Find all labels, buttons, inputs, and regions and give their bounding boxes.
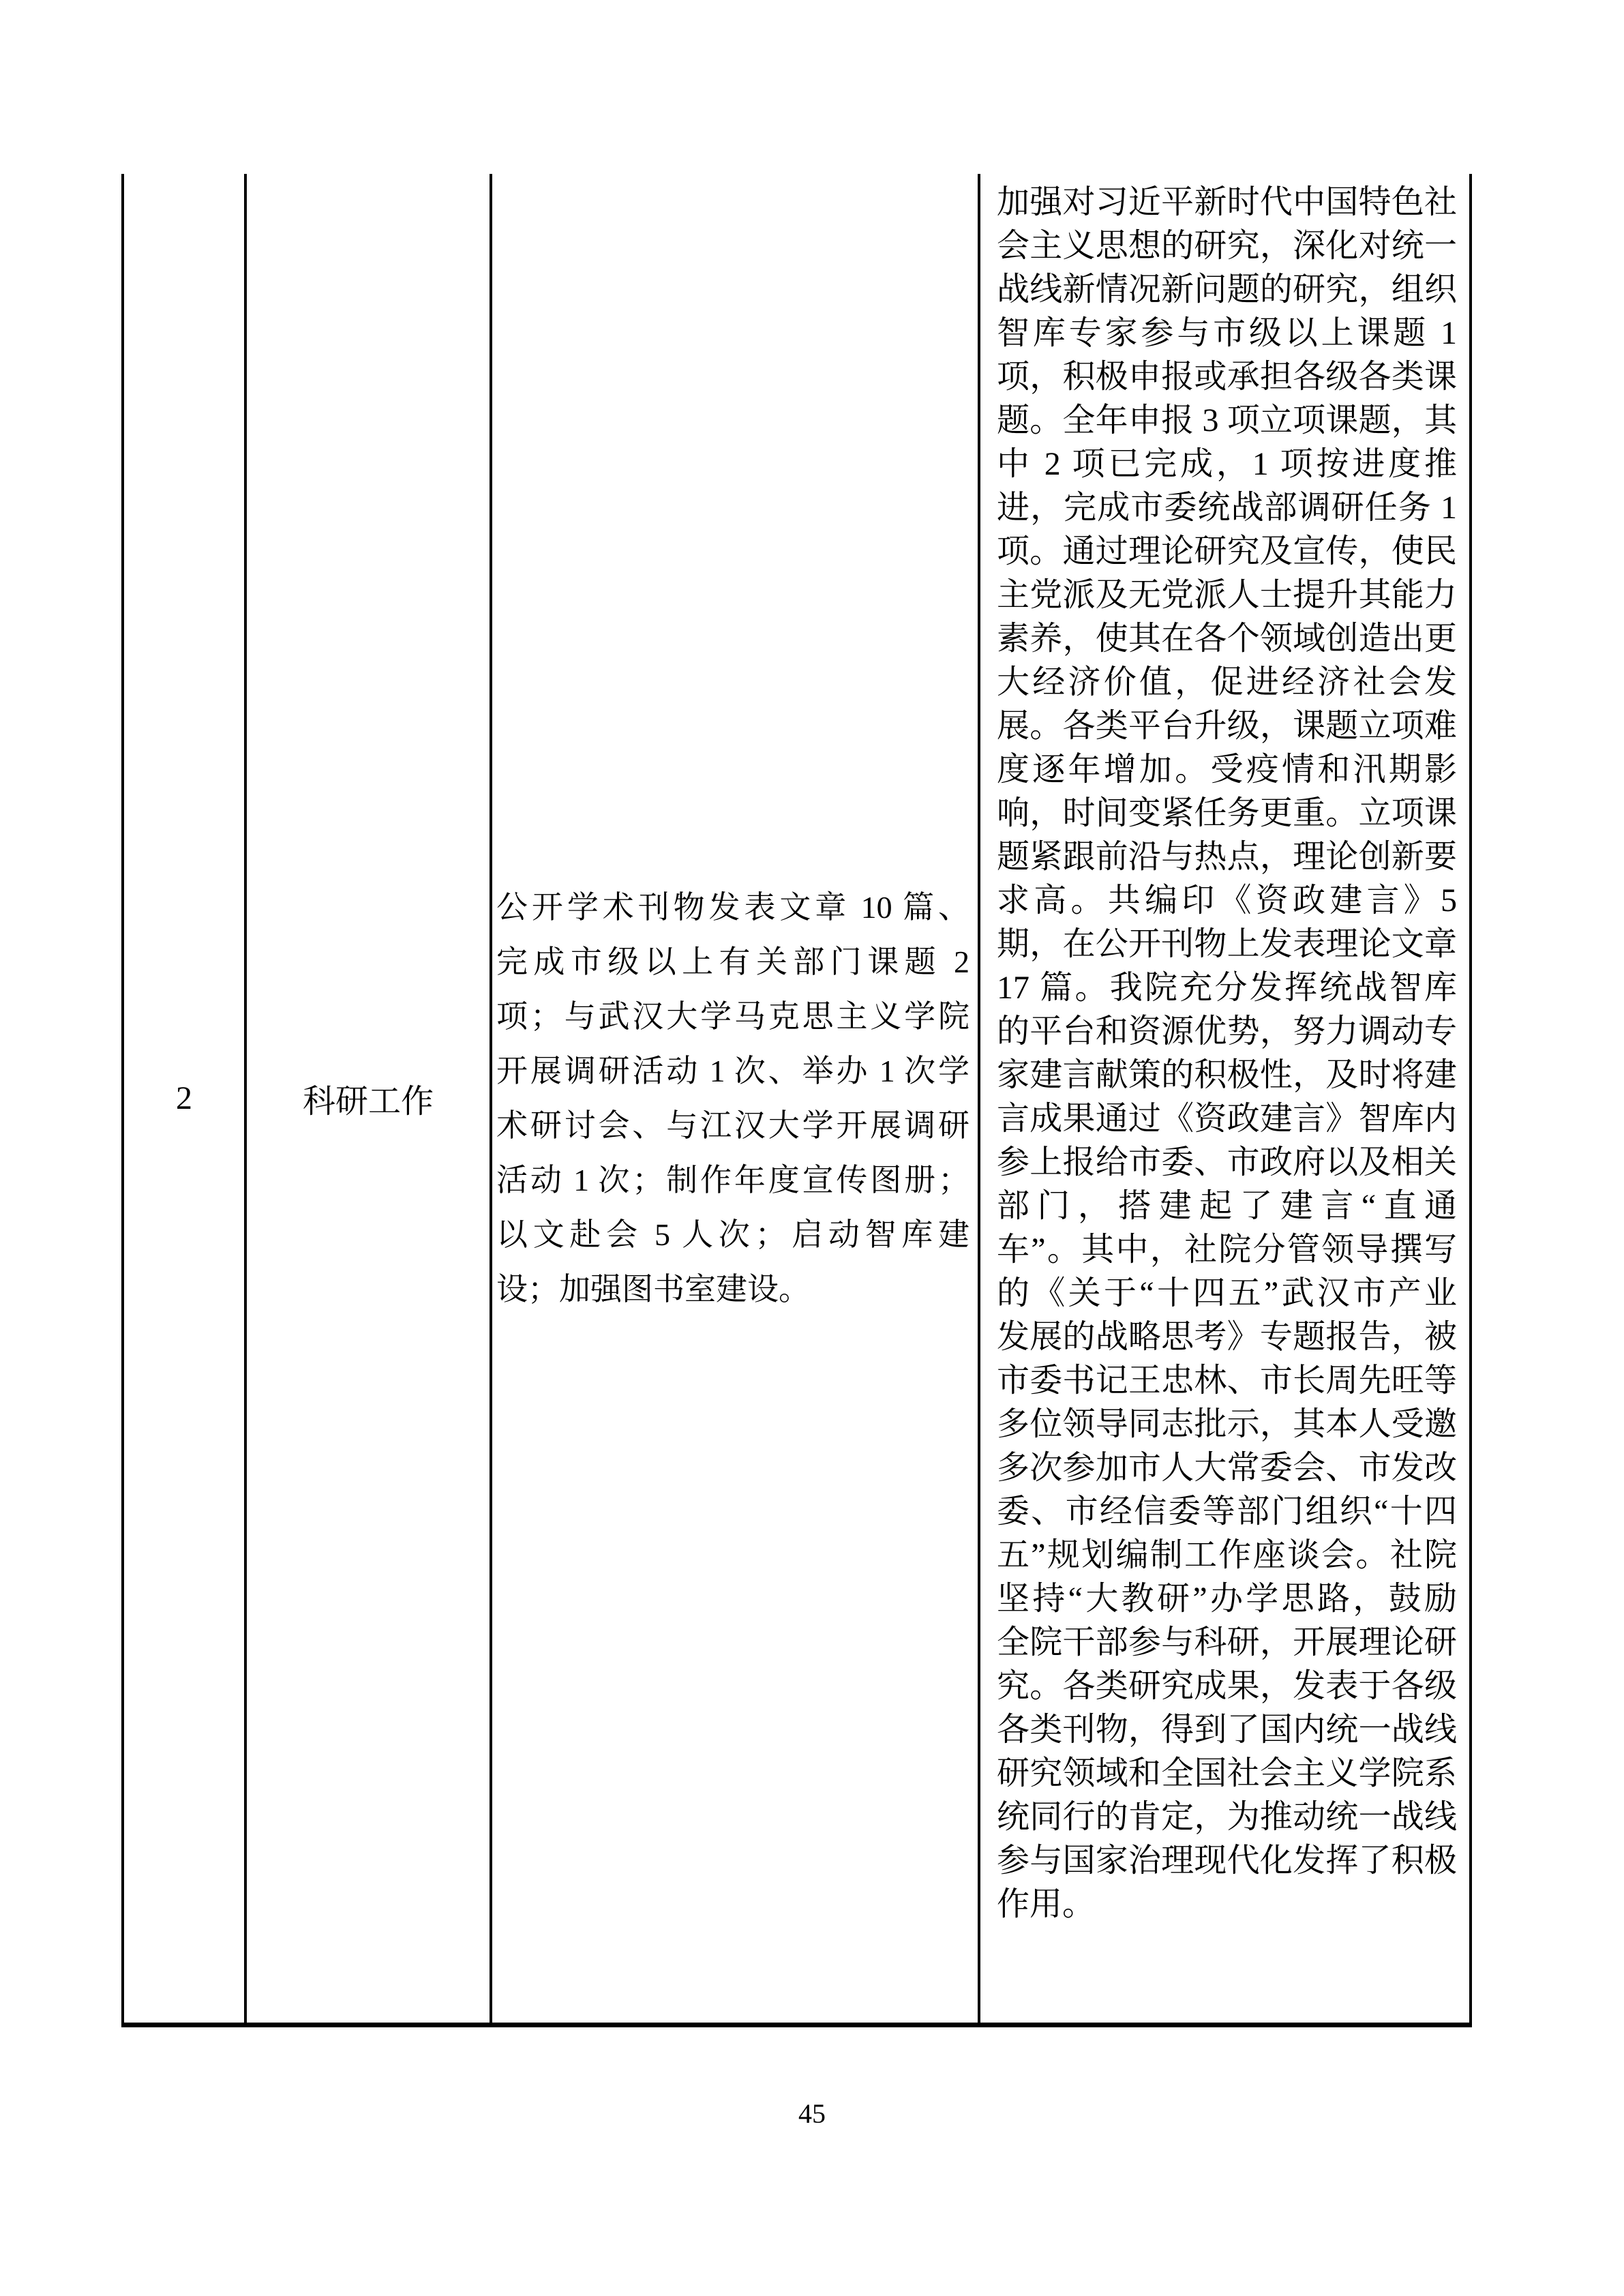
text-line: 开展调研活动 1 次、举办 1 次学: [496, 1053, 969, 1088]
text-line: 全院干部参与科研，开展理论研: [997, 1624, 1457, 1660]
table-cell-row-number: [121, 174, 244, 2023]
text-line: 响，时间变紧任务更重。立项课: [997, 795, 1457, 831]
text-line: 题紧跟前沿与热点，理论创新要: [997, 839, 1457, 875]
text-line: 项，积极申报或承担各级各类课: [997, 359, 1457, 395]
text-line: 展。各类平台升级，课题立项难: [997, 708, 1457, 744]
category-label: 科研工作: [302, 1084, 434, 1120]
text-line: 术研讨会、与江汉大学开展调研: [496, 1107, 969, 1143]
results-text-block: [980, 174, 1469, 1926]
text-line: 完成市级以上有关部门课题 2: [496, 944, 969, 979]
table-cell-category: [244, 174, 490, 2023]
text-line: 项。通过理论研究及宣传，使民: [997, 533, 1457, 569]
text-line: 委、市经信委等部门组织“十四: [997, 1493, 1457, 1530]
text-line: 大经济价值，促进经济社会发: [997, 664, 1457, 700]
text-line: 发展的战略思考》专题报告，被: [997, 1319, 1457, 1355]
text-line: 五”规划编制工作座谈会。社院: [997, 1537, 1457, 1573]
text-line: 家建言献策的积极性，及时将建: [997, 1057, 1457, 1093]
text-line: 各类刊物，得到了国内统一战线: [997, 1712, 1457, 1748]
table-cell-results: [978, 174, 1469, 2023]
text-line: 部门，搭建起了建言“直通: [997, 1188, 1457, 1224]
text-line: 中 2 项已完成，1 项按进度推: [997, 446, 1457, 482]
text-line: 活动 1 次；制作年度宣传图册；: [496, 1162, 969, 1197]
text-line: 素养，使其在各个领域创造出更: [997, 621, 1457, 657]
text-line: 公开学术刊物发表文章 10 篇、: [496, 889, 969, 925]
text-line: 统同行的肯定，为推动统一战线: [997, 1799, 1457, 1835]
table-cell-tasks: [490, 174, 978, 2023]
text-line: 究。各类研究成果，发表于各级: [997, 1668, 1457, 1704]
row-number: 2: [176, 1080, 192, 1116]
text-line: 言成果通过《资政建言》智库内: [997, 1101, 1457, 1137]
text-line: 坚持“大教研”办学思路，鼓励: [997, 1581, 1457, 1617]
text-line: 的平台和资源优势，努力调动专: [997, 1013, 1457, 1049]
text-line: 智库专家参与市级以上课题 1: [997, 315, 1457, 351]
text-line: 题。全年申报 3 项立项课题，其: [997, 402, 1457, 438]
text-line: 研究领域和全国社会主义学院系: [997, 1755, 1457, 1791]
text-line: 的《关于“十四五”武汉市产业: [997, 1275, 1457, 1311]
work-summary-table: [121, 174, 1472, 2027]
text-line: 作用。: [997, 1886, 1096, 1922]
text-line: 求高。共编印《资政建言》5: [997, 882, 1457, 919]
text-line: 多位领导同志批示，其本人受邀: [997, 1406, 1457, 1442]
text-line: 会主义思想的研究，深化对统一: [997, 228, 1457, 264]
text-line: 17 篇。我院充分发挥统战智库: [997, 970, 1457, 1006]
text-line: 主党派及无党派人士提升其能力: [997, 577, 1457, 613]
page-number: 45: [798, 2098, 826, 2129]
text-line: 加强对习近平新时代中国特色社: [997, 184, 1457, 220]
text-line: 参上报给市委、市政府以及相关: [997, 1144, 1457, 1180]
text-line: 进，完成市委统战部调研任务 1: [997, 490, 1457, 526]
text-line: 项；与武汉大学马克思主义学院: [496, 998, 969, 1034]
text-line: 市委书记王忠林、市长周先旺等: [997, 1362, 1457, 1399]
tasks-text-block: [492, 880, 978, 1317]
text-line: 设；加强图书室建设。: [496, 1271, 810, 1307]
text-line: 车”。其中，社院分管领导撰写: [997, 1232, 1457, 1268]
text-line: 期，在公开刊物上发表理论文章: [997, 926, 1457, 962]
text-line: 战线新情况新问题的研究，组织: [997, 271, 1457, 308]
text-line: 多次参加市人大常委会、市发改: [997, 1450, 1457, 1486]
text-line: 参与国家治理现代化发挥了积极: [997, 1843, 1457, 1879]
text-line: 度逐年增加。受疫情和汛期影: [997, 751, 1457, 788]
text-line: 以文赴会 5 人次；启动智库建: [496, 1217, 969, 1252]
